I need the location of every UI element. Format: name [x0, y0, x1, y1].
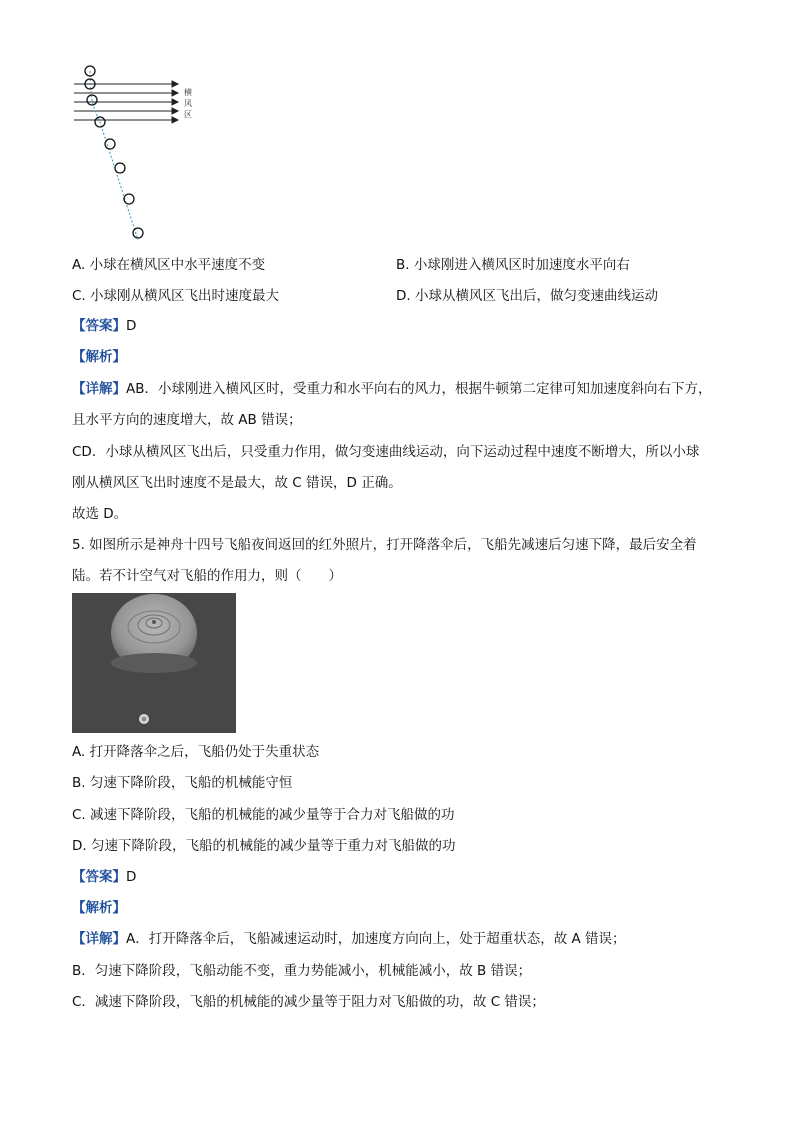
detail-label: 【详解】: [72, 381, 126, 397]
analysis-label: 【解析】: [72, 349, 126, 365]
q4-answer: [72, 316, 136, 336]
q5-stem: 5. 如图所示是神舟十四号飞船夜间返回的红外照片，打开降落伞后，飞船先减速后匀速下降，最后安全着: [72, 537, 697, 553]
q4-option-d: D. 小球从横风区飞出后，做匀变速曲线运动: [396, 288, 658, 304]
q4-option-b: B. 小球刚进入横风区时加速度水平向右: [396, 257, 630, 273]
infrared-photo: [72, 593, 236, 733]
q4-option-a: A. 小球在横风区中水平速度不变: [72, 257, 266, 273]
q5-analysis-heading: [72, 898, 126, 918]
analysis-label: 【解析】: [72, 900, 126, 916]
answer-value: D: [126, 318, 137, 334]
detail-text: AB．小球刚进入横风区时，受重力和水平向右的风力，根据牛顿第二定律可知加速度斜向右下方，: [126, 381, 712, 397]
wind-arrows: [74, 81, 178, 123]
q4-option-c: C. 小球刚从横风区飞出时速度最大: [72, 288, 280, 304]
ball-positions: [85, 66, 143, 238]
spacecraft: [139, 714, 149, 724]
answer-value: D: [126, 869, 137, 885]
answer-label: 【答案】: [72, 318, 126, 334]
ball: [115, 163, 125, 173]
q5-option-b: B. 匀速下降阶段，飞船的机械能守恒: [72, 775, 293, 791]
q4-detail-line: [72, 379, 712, 399]
q4-detail-line: CD．小球从横风区飞出后，只受重力作用，做匀变速曲线运动，向下运动过程中速度不断增大，所以小球: [72, 444, 700, 460]
q5-detail-line: B．匀速下降阶段，飞船动能不变，重力势能减小，机械能减小，故 B 错误；: [72, 963, 532, 979]
answer-label: 【答案】: [72, 869, 126, 885]
q5-option-d: D. 匀速下降阶段，飞船的机械能的减少量等于重力对飞船做的功: [72, 838, 456, 854]
q4-conclusion: 故选 D。: [72, 506, 128, 522]
wind-label-char: 横: [184, 88, 192, 97]
q5-option-c: C. 减速下降阶段，飞船的机械能的减少量等于合力对飞船做的功: [72, 807, 455, 823]
detail-text: A．打开降落伞后，飞船减速运动时，加速度方向向上，处于超重状态，故 A 错误；: [126, 931, 626, 947]
ball: [124, 194, 134, 204]
q5-stem: 陆。若不计空气对飞船的作用力，则（ ）: [72, 568, 342, 584]
q5-detail-line: [72, 929, 626, 949]
q4-detail-line: 刚从横风区飞出时速度不是最大，故 C 错误，D 正确。: [72, 475, 402, 491]
q5-option-a: A. 打开降落伞之后，飞船仍处于失重状态: [72, 744, 320, 760]
parachute: [111, 594, 197, 673]
crosswind-figure: [68, 60, 208, 250]
wind-label-char: 风: [184, 99, 192, 108]
detail-label: 【详解】: [72, 931, 126, 947]
q5-answer: [72, 867, 136, 887]
q4-analysis-heading: [72, 347, 126, 367]
q4-detail-line: 且水平方向的速度增大，故 AB 错误；: [72, 412, 302, 428]
ball: [105, 139, 115, 149]
ball: [133, 228, 143, 238]
wind-label-char: 区: [184, 110, 192, 119]
q5-detail-line: C．减速下降阶段，飞船的机械能的减少量等于阻力对飞船做的功，故 C 错误；: [72, 994, 545, 1010]
trajectory-dashed-line: [90, 71, 138, 240]
